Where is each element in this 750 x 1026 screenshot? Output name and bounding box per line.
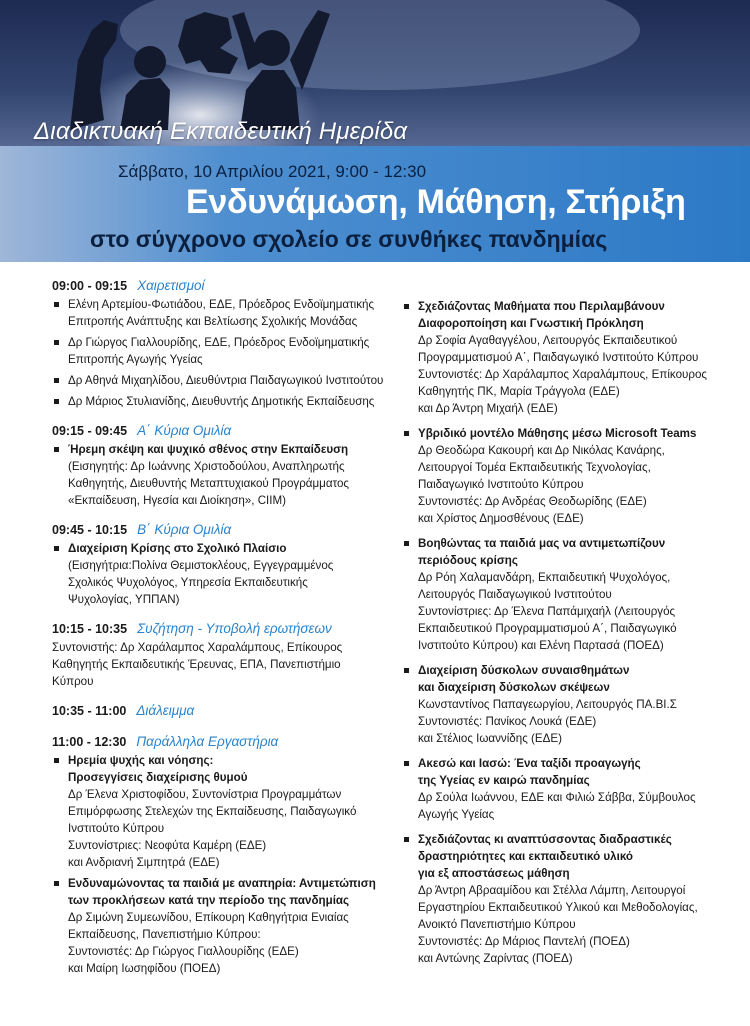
list-item [402, 535, 732, 654]
workshop-title: Υβριδικό μοντέλο Μάθησης μέσω Microsoft Teams [418, 427, 697, 440]
item-line: (Εισηγητής: Δρ Ιωάννης Χριστοδούλου, Αναπληρωτής [68, 460, 345, 473]
workshop-title: για εξ αποστάσεως μάθηση [418, 867, 570, 880]
item-line: Συντονίστριες: Δρ Έλενα Παπάμιχαήλ (Λειτουργός [418, 605, 676, 618]
item-line: Παιδαγωγικό Ινστιτούτο Κύπρου [418, 478, 584, 491]
list-item [52, 752, 400, 871]
session-workshops [52, 732, 400, 977]
item-line: Ανοικτό Πανεπιστήμιο Κύπρου [418, 918, 576, 931]
session-time: 10:15 - 10:35 [52, 622, 128, 636]
session-time: 10:35 - 11:00 [52, 704, 127, 718]
item-line: Δρ Σούλα Ιωάννου, ΕΔΕ και Φιλιώ Σάββα, Σύμβουλος [418, 791, 696, 804]
item-line: Εκπαιδευτικού Προγραμματισμού Α΄, Παιδαγωγικό [418, 622, 677, 635]
item-line: Συντονιστές: Δρ Γιώργος Γιαλλουρίδης (ΕΔΕ) [68, 945, 299, 958]
item-line: και Μαίρη Ιωσηφίδου (ΠΟΕΔ) [68, 962, 221, 975]
item-line: Ελένη Αρτεμίου-Φωτιάδου, ΕΔΕ, Πρόεδρος Ενδοϊμηματικής [68, 298, 375, 311]
item-line: Δρ Αθηνά Μιχαηλίδου, Διευθύντρια Παιδαγωγικού Ινστιτούτου [68, 374, 384, 387]
session-title: Παράλληλα Εργαστήρια [136, 734, 279, 749]
talk-title: Ήρεμη σκέψη και ψυχικό σθένος στην Εκπαίδευση [68, 443, 349, 456]
item-line: Εργαστηρίου Εκπαιδευτικού Υλικού και Μεθοδολογίας, [418, 901, 698, 914]
workshop-title: Διαχείριση δύσκολων συναισθημάτων [418, 664, 630, 677]
item-line: Επιτροπής Ανάπτυξης και Βελτίωσης Σχολικής Μονάδας [68, 315, 358, 328]
session-title: Β΄ Κύρια Ομιλία [137, 522, 232, 537]
session-welcome [52, 276, 400, 410]
item-line: Εκπαίδευσης, Πανεπιστήμιο Κύπρου: [68, 928, 261, 941]
session-break [52, 701, 400, 721]
workshop-title: των προκλήσεων κατά την περίοδο της πανδημίας [68, 894, 350, 907]
program-left-column [52, 276, 400, 988]
list-item [52, 540, 400, 608]
item-line: Συντονιστής: Δρ Χαράλαμπος Χαραλάμπους, Επίκουρος [52, 641, 343, 654]
session-time: 09:45 - 10:15 [52, 523, 128, 537]
item-line: και Ανδριανή Σιμπητρά (ΕΔΕ) [68, 856, 220, 869]
workshop-title: της Υγείας εν καιρώ πανδημίας [418, 774, 590, 787]
item-line: Συντονίστριες: Νεοφύτα Καμέρη (ΕΔΕ) [68, 839, 267, 852]
item-line: και Δρ Άντρη Μιχαήλ (ΕΔΕ) [418, 402, 558, 415]
item-line: Επιτροπής Αγωγής Υγείας [68, 353, 203, 366]
session-time: 11:00 - 12:30 [52, 735, 127, 749]
program-right-column [402, 298, 732, 971]
session-time: 09:15 - 09:45 [52, 424, 128, 438]
workshop-title: Ακεσώ και Ιασώ: Ένα ταξίδι προαγωγής [418, 757, 641, 770]
item-line: Καθηγητής, Διευθυντής Μεταπτυχιακού Προγράμματος [68, 477, 350, 490]
list-item [402, 298, 732, 417]
item-line: Αγωγής Υγείας [418, 808, 495, 821]
item-line: Καθηγητής ΠΚ, Μαρία Τράγγολα (ΕΔΕ) [418, 385, 620, 398]
item-line: Κύπρου [52, 675, 94, 688]
item-line: Δρ Μάριος Στυλιανίδης, Διευθυντής Δημοτικής Εκπαίδευσης [68, 395, 375, 408]
item-line: Λειτουργός Παιδαγωγικού Ινστιτούτου [418, 588, 612, 601]
item-line: και Αντώνης Ζαρίντας (ΠΟΕΔ) [418, 952, 573, 965]
item-line: Ινστιτούτο Κύπρου [68, 822, 165, 835]
workshop-title: και διαχείριση δύσκολων σκέψεων [418, 681, 610, 694]
item-line: Δρ Σιμώνη Συμεωνίδου, Επίκουρη Καθηγήτρια Ενιαίας [68, 911, 349, 924]
list-item [52, 441, 400, 509]
event-tagline: στο σύγχρονο σχολείο σε συνθήκες πανδημίας [90, 226, 608, 252]
list-item [52, 393, 400, 410]
item-line: και Στέλιος Ιωαννίδης (ΕΔΕ) [418, 732, 562, 745]
item-line: Δρ Γιώργος Γιαλλουρίδης, ΕΔΕ, Πρόεδρος Ενδοϊμηματικής [68, 336, 370, 349]
item-line: και Χρίστος Δημοσθένους (ΕΔΕ) [418, 512, 584, 525]
list-item [52, 296, 400, 330]
item-line: Συντονιστές: Δρ Μάριος Παντελή (ΠΟΕΔ) [418, 935, 630, 948]
list-item [52, 334, 400, 368]
item-line: Συντονιστές: Πανίκος Λουκά (ΕΔΕ) [418, 715, 597, 728]
item-line: Δρ Σοφία Αγαθαγγέλου, Λειτουργός Εκπαιδευτικού [418, 334, 678, 347]
item-line: Δρ Άντρη Αβρααμίδου και Στέλλα Λάμπη, Λειτουργοί [418, 884, 686, 897]
item-line: Καθηγητής Εκπαιδευτικής Έρευνας, ΕΠΑ, Πανεπιστήμιο [52, 658, 341, 671]
session-keynote-a [52, 421, 400, 509]
workshop-title: Σχεδιάζοντας κι αναπτύσσοντας διαδραστικές [418, 833, 672, 846]
session-keynote-b [52, 520, 400, 608]
session-title: Χαιρετισμοί [137, 278, 205, 293]
list-item [52, 372, 400, 389]
event-title: Ενδυνάμωση, Μάθηση, Στήριξη [186, 183, 686, 221]
workshop-title: Βοηθώντας τα παιδιά μας να αντιμετωπίζουν [418, 537, 666, 550]
item-line: Συντονιστές: Δρ Ανδρέας Θεοδωρίδης (ΕΔΕ) [418, 495, 647, 508]
list-item [52, 875, 400, 977]
list-item [402, 425, 732, 527]
session-time: 09:00 - 09:15 [52, 279, 128, 293]
session-title: Διάλειμμα [136, 703, 195, 718]
item-line: Ψυχολογίας, ΥΠΠΑΝ) [68, 593, 180, 606]
item-line: Προγραμματισμού Α΄, Παιδαγωγικό Ινστιτούτο Κύπρου [418, 351, 699, 364]
session-title: Συζήτηση - Υποβολή ερωτήσεων [137, 621, 332, 636]
event-subtitle: Διαδικτυακή Εκπαιδευτική Ημερίδα [34, 118, 408, 145]
item-line: Δρ Έλενα Χριστοφίδου, Συντονίστρια Προγραμμάτων [68, 788, 342, 801]
item-line: Ινστιτούτο Κύπρου) και Ελένη Παρτασά (ΠΟΕΔ) [418, 639, 664, 652]
item-line: Λειτουργοί Τομέα Εκπαιδευτικής Τεχνολογίας, [418, 461, 651, 474]
workshop-title: Προσεγγίσεις διαχείρισης θυμού [68, 771, 248, 784]
workshop-title: δραστηριότητες και εκπαιδευτικό υλικό [418, 850, 634, 863]
session-discussion [52, 619, 400, 690]
item-line: Κωνσταντίνος Παπαγεωργίου, Λειτουργός ΠΑ.ΒΙ.Σ [418, 698, 677, 711]
session-title: Α΄ Κύρια Ομιλία [137, 423, 232, 438]
item-line: Σχολικός Ψυχολόγος, Υπηρεσία Εκπαιδευτικής [68, 576, 308, 589]
list-item [402, 831, 732, 967]
item-line: Επιμόρφωσης Στελεχών της Εκπαίδευσης, Παιδαγωγικό [68, 805, 357, 818]
workshop-title: Σχεδιάζοντας Μαθήματα που Περιλαμβάνουν [418, 300, 665, 313]
workshop-title: Ενδυναμώνοντας τα παιδιά με αναπηρία: Αντιμετώπιση [68, 877, 376, 890]
event-date: Σάββατο, 10 Απριλίου 2021, 9:00 - 12:30 [118, 162, 427, 181]
hero-banner [0, 0, 750, 262]
talk-title: Διαχείριση Κρίσης στο Σχολικό Πλαίσιο [68, 542, 287, 555]
item-line: Δρ Θεοδώρα Κακουρή και Δρ Νικόλας Κανάρης, [418, 444, 665, 457]
list-item [402, 662, 732, 747]
workshop-title: περιόδους κρίσης [418, 554, 518, 567]
workshop-title: Διαφοροποίηση και Γνωστική Πρόκληση [418, 317, 644, 330]
workshop-title: Ηρεμία ψυχής και νόησης: [68, 754, 214, 767]
item-line: Συντονιστές: Δρ Χαράλαμπος Χαραλάμπους, Επίκουρος [418, 368, 707, 381]
item-line: Δρ Ρόη Χαλαμανδάρη, Εκπαιδευτική Ψυχολόγος, [418, 571, 671, 584]
item-line: «Εκπαίδευση, Ηγεσία και Διοίκηση», CIIM) [68, 494, 287, 507]
item-line: (Εισηγήτρια:Πολίνα Θεμιστοκλέους, Εγγεγραμμένος [68, 559, 334, 572]
list-item [402, 755, 732, 823]
